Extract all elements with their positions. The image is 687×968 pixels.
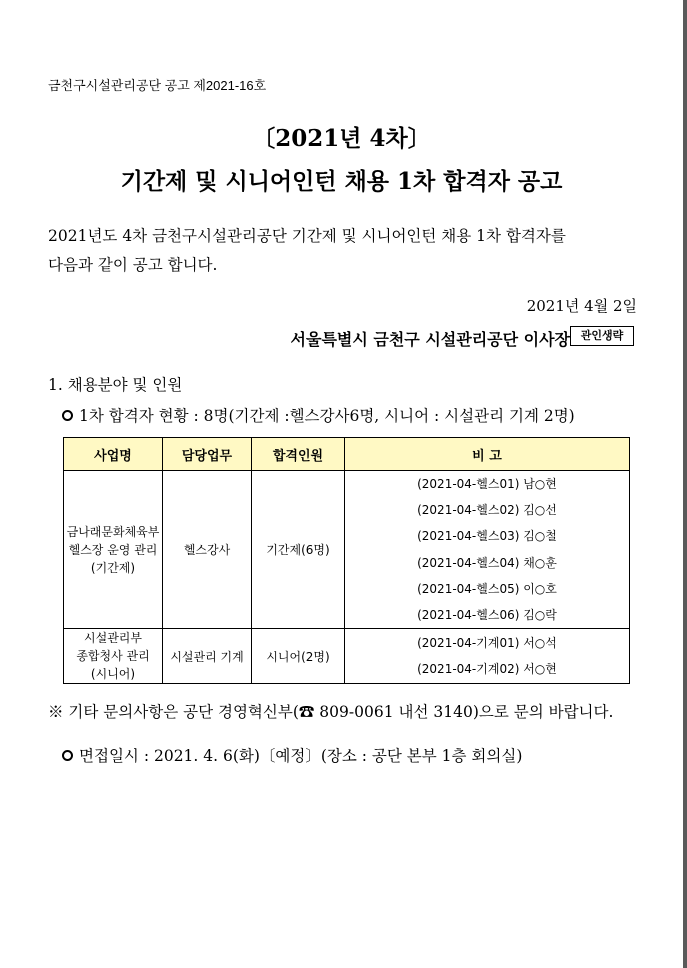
intro-line-2: 다음과 같이 공고 합니다. <box>48 256 218 274</box>
business-cell <box>64 471 163 629</box>
business-line: (시니어) <box>90 667 136 682</box>
business-line: 종합청사 관리 <box>76 649 150 664</box>
hollow-circle-bullet-icon <box>62 750 73 761</box>
document-number: 금천구시설관리공단 공고 제2021-16호 <box>48 78 267 93</box>
summary-line <box>62 404 575 426</box>
candidate-name: (2021-04-헬스06) 김○락 <box>417 607 557 622</box>
inquiry-note: ※ 기타 문의사항은 공단 경영혁신부(☎ 809-0061 내선 3140)으로 문의 바랍니다. <box>48 703 614 721</box>
business-line: (기간제) <box>90 560 136 575</box>
candidate-name: (2021-04-헬스02) 김○선 <box>417 503 557 518</box>
business-line: 헬스장 운영 관리 <box>68 542 158 557</box>
results-table <box>63 437 630 684</box>
header-duty: 담당업무 <box>163 438 252 471</box>
title-line-2: 기간제 및 시니어인턴 채용 1차 합격자 공고 <box>120 168 563 195</box>
header-business: 사업명 <box>64 438 163 471</box>
page-edge <box>683 0 687 968</box>
candidate-name: (2021-04-헬스01) 남○현 <box>417 477 557 491</box>
candidate-name: (2021-04-헬스05) 이○호 <box>417 581 557 596</box>
table-row <box>64 471 630 629</box>
issuer-name: 서울특별시 금천구 시설관리공단 이사장 <box>290 330 570 349</box>
count-cell: 기간제(6명) <box>252 471 345 629</box>
count-cell: 시니어(2명) <box>252 629 345 684</box>
candidate-name: (2021-04-헬스04) 채○훈 <box>417 555 557 570</box>
candidate-name: (2021-04-기계01) 서○석 <box>417 635 557 650</box>
names-cell <box>345 629 630 684</box>
header-remarks: 비 고 <box>345 438 630 471</box>
summary-text: 1차 합격자 현황 : 8명(기간제 :헬스강사6명, 시니어 : 시설관리 기계 2명) <box>79 407 575 425</box>
section-1-title: 1. 채용분야 및 인원 <box>48 376 183 394</box>
interview-text: 면접일시 : 2021. 4. 6(화)〔예정〕(장소 : 공단 본부 1층 회의실) <box>79 747 523 765</box>
table-row <box>64 629 630 684</box>
duty-cell: 시설관리 기계 <box>163 629 252 684</box>
candidate-name: (2021-04-헬스03) 김○철 <box>417 529 557 544</box>
seal-stamp: 관인생략 <box>570 326 634 346</box>
names-cell <box>345 471 630 629</box>
duty-cell: 헬스강사 <box>163 471 252 629</box>
header-count: 합격인원 <box>252 438 345 471</box>
table-header-row <box>64 438 630 471</box>
business-cell <box>64 629 163 684</box>
title-line-1: 〔2021년 4차〕 <box>252 125 431 152</box>
intro-line-1: 2021년도 4차 금천구시설관리공단 기간제 및 시니어인턴 채용 1차 합격자를 <box>48 227 566 245</box>
business-line: 시설관리부 <box>84 631 142 646</box>
hollow-circle-bullet-icon <box>62 410 73 421</box>
announcement-date: 2021년 4월 2일 <box>526 297 637 315</box>
interview-line <box>62 744 522 766</box>
business-line: 금나래문화체육부 <box>66 524 160 539</box>
candidate-name: (2021-04-기계02) 서○현 <box>417 662 557 677</box>
